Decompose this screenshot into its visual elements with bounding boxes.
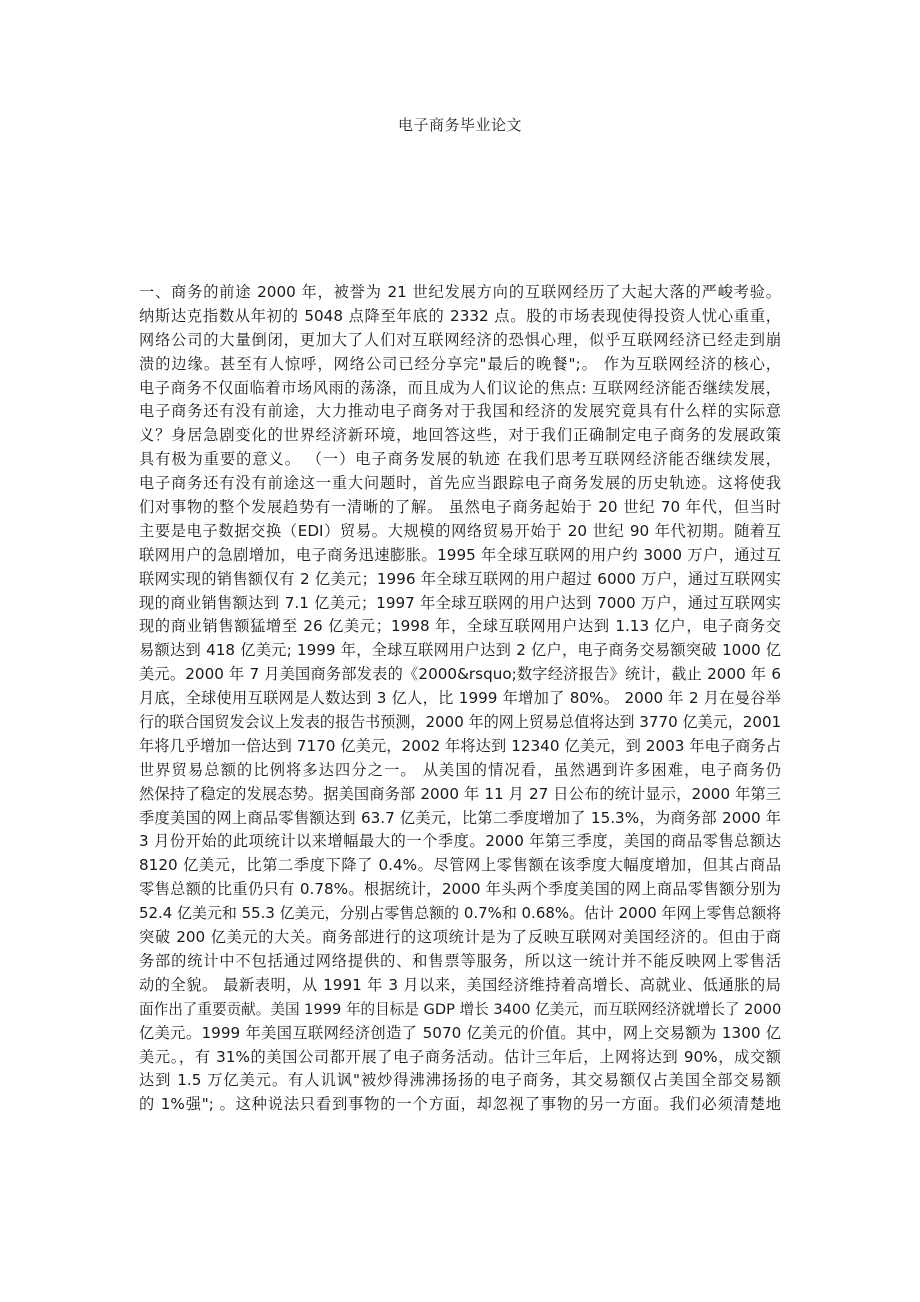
paragraph-line: 电子商务不仅面临着市场风雨的荡涤，而且成为人们议论的焦点: 互联网经济能否继续发展， — [139, 378, 781, 397]
paragraph-line: 联网用户的急剧增加，电子商务迅速膨胀。1995 年全球互联网的用户约 3000 万户，通过互 — [139, 545, 781, 564]
paragraph-line: 美元。2000 年 7 月美国商务部发表的《2000&rsquo;数字经济报告》统计，截止 2000 年 6 — [139, 665, 781, 684]
paragraph-line: 然保持了稳定的发展态势。据美国商务部 2000 年 11 月 27 日公布的统计显示，2000 年第三 — [139, 784, 781, 803]
document-title: 电子商务毕业论文 — [397, 116, 522, 134]
paragraph-line: 主要是电子数据交换（EDI）贸易。大规模的网络贸易开始于 20 世纪 90 年代初期。随着互 — [139, 521, 781, 540]
paragraph-line: 们对事物的整个发展趋势有一清晰的了解。 虽然电子商务起始于 20 世纪 70 年代，但当时 — [139, 498, 781, 517]
paragraph-line: 美元。，有 31%的美国公司都开展了电子商务活动。估计三年后，上网将达到 90%，成交额 — [139, 1047, 781, 1066]
paragraph-line: 季度美国的网上商品零售额达到 63.7 亿美元，比第二季度增加了 15.3%，为商务部 2000 年 — [139, 808, 781, 827]
paragraph-line: 现的商业销售额猛增至 26 亿美元；1998 年，全球互联网用户达到 1.13 亿户，电子商务交 — [139, 617, 781, 636]
paragraph-line: 52.4 亿美元和 55.3 亿美元，分别占零售总额的 0.7%和 0.68%。估计 2000 年网上零售总额将 — [139, 904, 781, 923]
paragraph-line: 零售总额的比重仍只有 0.78%。根据统计，2000 年头两个季度美国的网上商品零售额分别为 — [139, 880, 781, 899]
paragraph-line: 现的商业销售额达到 7.1 亿美元；1997 年全球互联网的用户达到 7000 万户，通过互联网实 — [139, 593, 781, 612]
paragraph-line: 行的联合国贸发会议上发表的报告书预测，2000 年的网上贸易总值将达到 3770 亿美元，2001 — [139, 713, 781, 732]
paragraph-line: 义？身居急剧变化的世界经济新环境，地回答这些，对于我们正确制定电子商务的发展政策 — [139, 426, 781, 445]
paragraph-line: 年将几乎增加一倍达到 7170 亿美元，2002 年将达到 12340 亿美元，到 2003 年电子商务占 — [139, 736, 781, 755]
paragraph-line: 务部的统计中不包括通过网络提供的、和售票等服务，所以这一统计并不能反映网上零售活 — [139, 951, 781, 970]
paragraph-line: 的 1%强"; 。这种说法只看到事物的一个方面，却忽视了事物的另一方面。我们必须清楚地 — [139, 1095, 781, 1114]
paragraph-line: 动的全貌。 最新表明，从 1991 年 3 月以来，美国经济维持着高增长、高就业、低通胀的局 — [139, 975, 781, 994]
paragraph-line: 联网实现的销售额仅有 2 亿美元；1996 年全球互联网的用户超过 6000 万户，通过互联网实 — [139, 569, 781, 588]
paragraph-line: 网络公司的大量倒闭，更加大了人们对互联网经济的恐惧心理，似乎互联网经济已经走到崩 — [139, 330, 781, 349]
paragraph-line: 8120 亿美元，比第二季度下降了 0.4%。尽管网上零售额在该季度大幅度增加，但其占商品 — [139, 856, 781, 875]
paragraph-line: 月底，全球使用互联网是人数达到 3 亿人，比 1999 年增加了 80%。 2000 年 2 月在曼谷举 — [139, 689, 781, 708]
paragraph-line: 易额达到 418 亿美元; 1999 年，全球互联网用户达到 2 亿户，电子商务交易额突破 1000 亿 — [139, 641, 781, 660]
paragraph-line: 达到 1.5 万亿美元。有人讥讽"被炒得沸沸扬扬的电子商务，其交易额仅占美国全部交易额 — [139, 1071, 781, 1090]
paragraph-line: 电子商务还有没有前途，大力推动电子商务对于我国和经济的发展究竟具有什么样的实际意 — [139, 402, 781, 421]
document-body — [139, 281, 781, 1117]
paragraph-line: 一、商务的前途 2000 年，被誉为 21 世纪发展方向的互联网经历了大起大落的严峻考验。 — [139, 283, 781, 301]
paragraph-line: 纳斯达克指数从年初的 5048 点降至年底的 2332 点。股的市场表现使得投资人忧心重重， — [139, 306, 781, 325]
paragraph-line: 溃的边缘。甚至有人惊呼，网络公司已经分享完"最后的晚餐";。 作为互联网经济的核心， — [139, 354, 781, 373]
paragraph-line: 世界贸易总额的比例将多达四分之一。 从美国的情况看，虽然遇到许多困难，电子商务仍 — [139, 760, 781, 779]
paragraph-line: 具有极为重要的意义。 （一）电子商务发展的轨迹 在我们思考互联网经济能否继续发展， — [139, 450, 781, 469]
paragraph-line: 电子商务还有没有前途这一重大问题时，首先应当跟踪电子商务发展的历史轨迹。这将使我 — [139, 474, 781, 493]
paragraph-line: 亿美元。1999 年美国互联网经济创造了 5070 亿美元的价值。其中，网上交易额为 1300 亿 — [139, 1023, 781, 1042]
paragraph-line: 3 月份开始的此项统计以来增幅最大的一个季度。2000 年第三季度，美国的商品零售总额达 — [139, 832, 781, 851]
paragraph-line: 面作出了重要贡献。美国 1999 年的目标是 GDP 增长 3400 亿美元，而互联网经济就增长了 2000 — [139, 1000, 781, 1018]
paragraph-line: 突破 200 亿美元的大关。商务部进行的这项统计是为了反映互联网对美国经济的。但由于商 — [139, 928, 781, 947]
